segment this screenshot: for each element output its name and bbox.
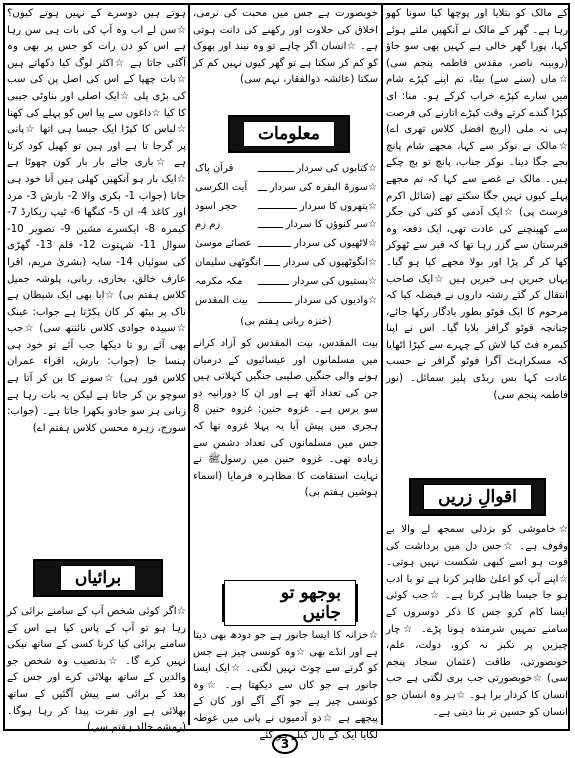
facts-credit: (خنزہ ربانی ہفتم بی) [240, 316, 332, 327]
column-divider [381, 5, 383, 725]
sayings-paragraph: ☆خاموشی کو بزدلی سمجھ لے والا بے وقوف ہے۔ ☆جس دل میں برداشت کی قوت ہو اسے کبھی شکست نہیں ہوتی۔ ☆اپنے آپ کو اعلیٰ ظاہر کرنا ہے تو با ادب ہو جا جیسا ظاہر کرتا ہے۔ ☆جب کوئی ایسا کام کرو جس کا ذکر دوسروں کے سامنے تمہیں شرمندہ ہونا پڑے۔ ☆چار چیزیں پر تکبر نہ کرو، دولت، علم، خوبصورتی، طاقت (عثمان سجاد پنجم سی) ☆خوبصورتی جب بری لگتی ہے جب انسان کا کردار برا ہو۔ ☆ہر وہ انسان جو انسان کو حسین تر بنا دیتی ہے۔ [386, 524, 568, 718]
fact-key: ☆کتابوں کی سردار [296, 163, 377, 174]
fact-key: ☆پتھروں کا سردار [299, 200, 377, 212]
jokes-text [386, 6, 568, 468]
fact-row [195, 292, 377, 311]
fact-key: ☆بستیوں کی سردار [292, 275, 377, 287]
history-text [193, 336, 378, 551]
fact-row [195, 198, 377, 217]
riddles-banner [222, 584, 358, 622]
fact-key: ☆وادیوں کی سردار [295, 294, 377, 306]
fact-value: قرآن پاک [195, 163, 234, 174]
fact-row [195, 254, 377, 273]
riddles-heading: بوجھو تو جانیں [224, 580, 356, 626]
vices-paragraph: ☆اگر کوئی شخص آپ کے سامنے برائی کر رہا ہو تو آپ کے پاس کیا ہے اس کے سامنے برائی کیا کرنا کسی کے ساتھ نیکی نہیں کرے گا۔ ☆بدنصیب وہ شخص جو والدین کے ساتھ بھلائی کرے اور جس کے بعد کے برائی سے پیش آگئیں کے ساتھ بھلائی ہے اور نفرت پیدا کر رہا ہوگا۔ (رمشہ خالد ہفتم سی) [7, 606, 186, 734]
fact-key: ☆لاٹھیوں کی سردار [294, 238, 377, 250]
fact-row [195, 273, 377, 292]
leader-line [258, 302, 292, 303]
fact-key: ☆سورۃ البقرہ کی سردار [269, 181, 377, 193]
leader-line [258, 227, 283, 228]
riddles-paragraph: ☆خزانہ کا ایسا جانور ہے جو دودھ بھی دیتا ہے اور انڈے بھی ☆وہ کونسی چیز ہے جس کو گرنے سے چوٹ نہیں لگتی۔ ☆ایک ایسا جانور ہے جو کان سے دیکھتا ہے۔ ☆وہ کونسی چیز ہے جو آگے آگے اور کان کے پیچھے ہے ☆دو آدمیوں نے پانی میں غوطہ لگایا ایک کے بال گیلے ہو گئے [193, 630, 378, 741]
fact-value: زم زم [195, 219, 221, 231]
fact-key: ☆انگوٹھیوں کی سردار [283, 256, 377, 268]
puzzles-text [7, 6, 186, 530]
fact-value: بیت المقدس [195, 294, 248, 306]
vices-banner [33, 559, 163, 597]
middle-intro-text [193, 6, 378, 96]
column-divider [188, 5, 190, 725]
fact-row [195, 160, 377, 179]
info-heading: معلومات [243, 121, 335, 147]
fact-row [195, 235, 377, 254]
fact-value: انگوٹھی سلیمان [195, 256, 262, 268]
leader-line [258, 171, 294, 172]
fact-value: آیت الکرسی [195, 181, 248, 193]
leader-line [258, 208, 297, 209]
sayings-text [386, 522, 568, 727]
facts-list [195, 160, 377, 310]
vices-heading: برائیاں [60, 565, 136, 591]
leader-line [258, 246, 291, 247]
leader-line [258, 190, 267, 191]
jokes-paragraph: کے مالک کو بتلایا اور پوچھا کیا سونا کھو رہا ہے۔ گھر کے مالک نے آنکھیں ملتے ہوئے کہا، پورا گھر خالی ہے کہیں بھی سو جاؤ (روبینہ ناصر، مقدس فاطمہ پنجم سی) ☆ماں (سنے سے) بیٹا، تم اپنے کپڑے شام میں سارے کپڑے خراب کرکے ہو۔ منا: ای کپڑا گندے کرتے وقت کپڑے اتارنے کی فرصت ہی نہ ملی (اریج افضل کلاس تھری اے) ☆مالک نے نوکر سے کہا، مجھے شام پانچ بجے جگا دینا۔ نوکر جناب، پانچ تو بج چکے ہیں۔ مالک نے غصے سے کہا کہ تم مجھے پہلے کیوں نہیں جگا سکتے تھے (شائل اکرم فرسٹ پی) ☆ایک آدمی کو کئی کی جگر سے کھینچنے کی عادت تھی، ایک دفعہ وہ قبرستان سے گزر رہا تھا کہ قبر سے ٹھوکر کھا کر گر پڑا اور بولا مجھے کیا ہو گیا۔ یہاں خبریں ہی خبریں ہیں ☆ایک صاحب انتقال کر گئے رشتہ داروں نے فیصلہ کیا کہ مرحوم کا ایک فوٹو بطور یادگار رکھا جائے، چنانچہ فوٹو گرافر بلایا گیا۔ اس نے اپنا کیمرہ فٹ کیا لاش کے چہرے سے کپڑا اٹھایا کہ مسکراہٹ آگرا فوٹو گرافر نے حسب عادت کہا بس ریڈی پلیز سمائل۔ (نور فاطمہ پنجم سی) [386, 8, 568, 401]
leader-line [258, 284, 289, 285]
fact-value: عصائے موسیٰ [195, 238, 252, 250]
fact-row [195, 179, 377, 198]
sayings-heading: اقوالِ زریں [423, 484, 532, 510]
fact-value: مکہ مکرمہ [195, 275, 243, 287]
fact-row [195, 216, 377, 235]
puzzles-paragraph: ہوتے ہیں دوسرے کے نہیں ہوتے کیوں؟ ☆سن لے اب وہ آپ کی بات ہی سن رہا ہے اس کو دن رات کو جس پر بھی وہ آگئی جاتا ہے ☆اکثر لوگ کیا دکھاتے ہیں ☆بات چھپا کے اس کی اصل پن کی سب کی بڑی پلی ☆ایک اصلی اور بناوٹی جیبی کا کیا ☆داغوں سے پیا اس کو پہلے کی کھنا ☆لباس کا کپڑا ایک جیسا ہی اتھا ☆پانی پر گرجا تا ہے اور ہیں تو کھیل کود کرتا ہے ☆باری جائے بار بار کون چھوٹا ہے ☆ایک بار ہو آنکھیں کھلی ہیں آنا خود ہی جانا (جواب 1- بکری والا 2- بارش 3- مرد اور کاغذ 4- ان 5- کنگھا 6- ٹیپ ریکارڈ 7- کیمرہ 8- ایکسرے مشین 9- تصویر 10- سوال 11- شہتوت 12- قلم 13- گھڑی کی سوئیاں 14- سایہ (بشریٰ مریم، اقرا عارف خالق، بخاری، ربانی، پلوشہ جمیل کلاس ہفتم بی) ☆ابا بھی ایک شیطان ہے ناک پر بیٹھ کر کان پکڑتا ہے جواب: عینک ☆سپیدہ جوادی کلاس نائنتھ سی) ☆جب بھی آئے رو تا دیکھا جب آئے تو خود ہی ہنسا جا (جواب: بارش، اقراء عمران کلاس فور ہی) ☆سونے کا بن کر آتا ہے سوچو بن کر جاتا ہے لیکن یہ بات رہا ہے زبانی ہر سو جادو بکھرا جاتا ہے۔ (جواب: سورج، زہرہ محسن کلاس ہفتم اے) [7, 8, 186, 434]
sayings-banner [409, 478, 546, 516]
page-number: 3 [272, 734, 298, 754]
middle-intro-paragraph: خوبصورت ہے جس میں محبت کی نرمی، اخلاق کی حلاوت اور رکھنے کی دانت ہوتی ہے۔ ☆انسان اگر چاہے تو وہ نیند اور بھوک کو کم کر سکتا ہے تو گھر کیوں نہیں کم کر سکتا (عائشہ ذوالفقار، نہم سی) [193, 8, 378, 86]
fact-key: ☆سر کنوؤں کا سردار [285, 219, 377, 231]
riddles-text [193, 628, 378, 741]
info-banner [228, 115, 350, 153]
fact-value: حجر اسود [195, 200, 238, 212]
leader-line [264, 265, 280, 266]
vices-text [7, 604, 186, 734]
history-paragraph: بیت المقدس، بیت المقدس کو آزاد کرانے میں مسلمانوں اور عیسائیوں کے درمیان ہونے والی جنگیں صلیبی جنگیں کہلاتی ہیں جن کی تعداد آٹھ ہے اور ان کا دورانیہ دو سو برس ہے۔ غزوہ حنین: غزوہ حنین 8 ہجری میں پیش آیا یہ پہلا غزوہ تھا کہ جس میں مسلمانوں کی تعداد دشمن سے زیادہ تھی۔ غزوہ حنین میں رسولﷺ نے نہایت استقامت کا مظاہرہ فرمایا (اسماء ہوشین ہفتم بی) [193, 338, 378, 499]
